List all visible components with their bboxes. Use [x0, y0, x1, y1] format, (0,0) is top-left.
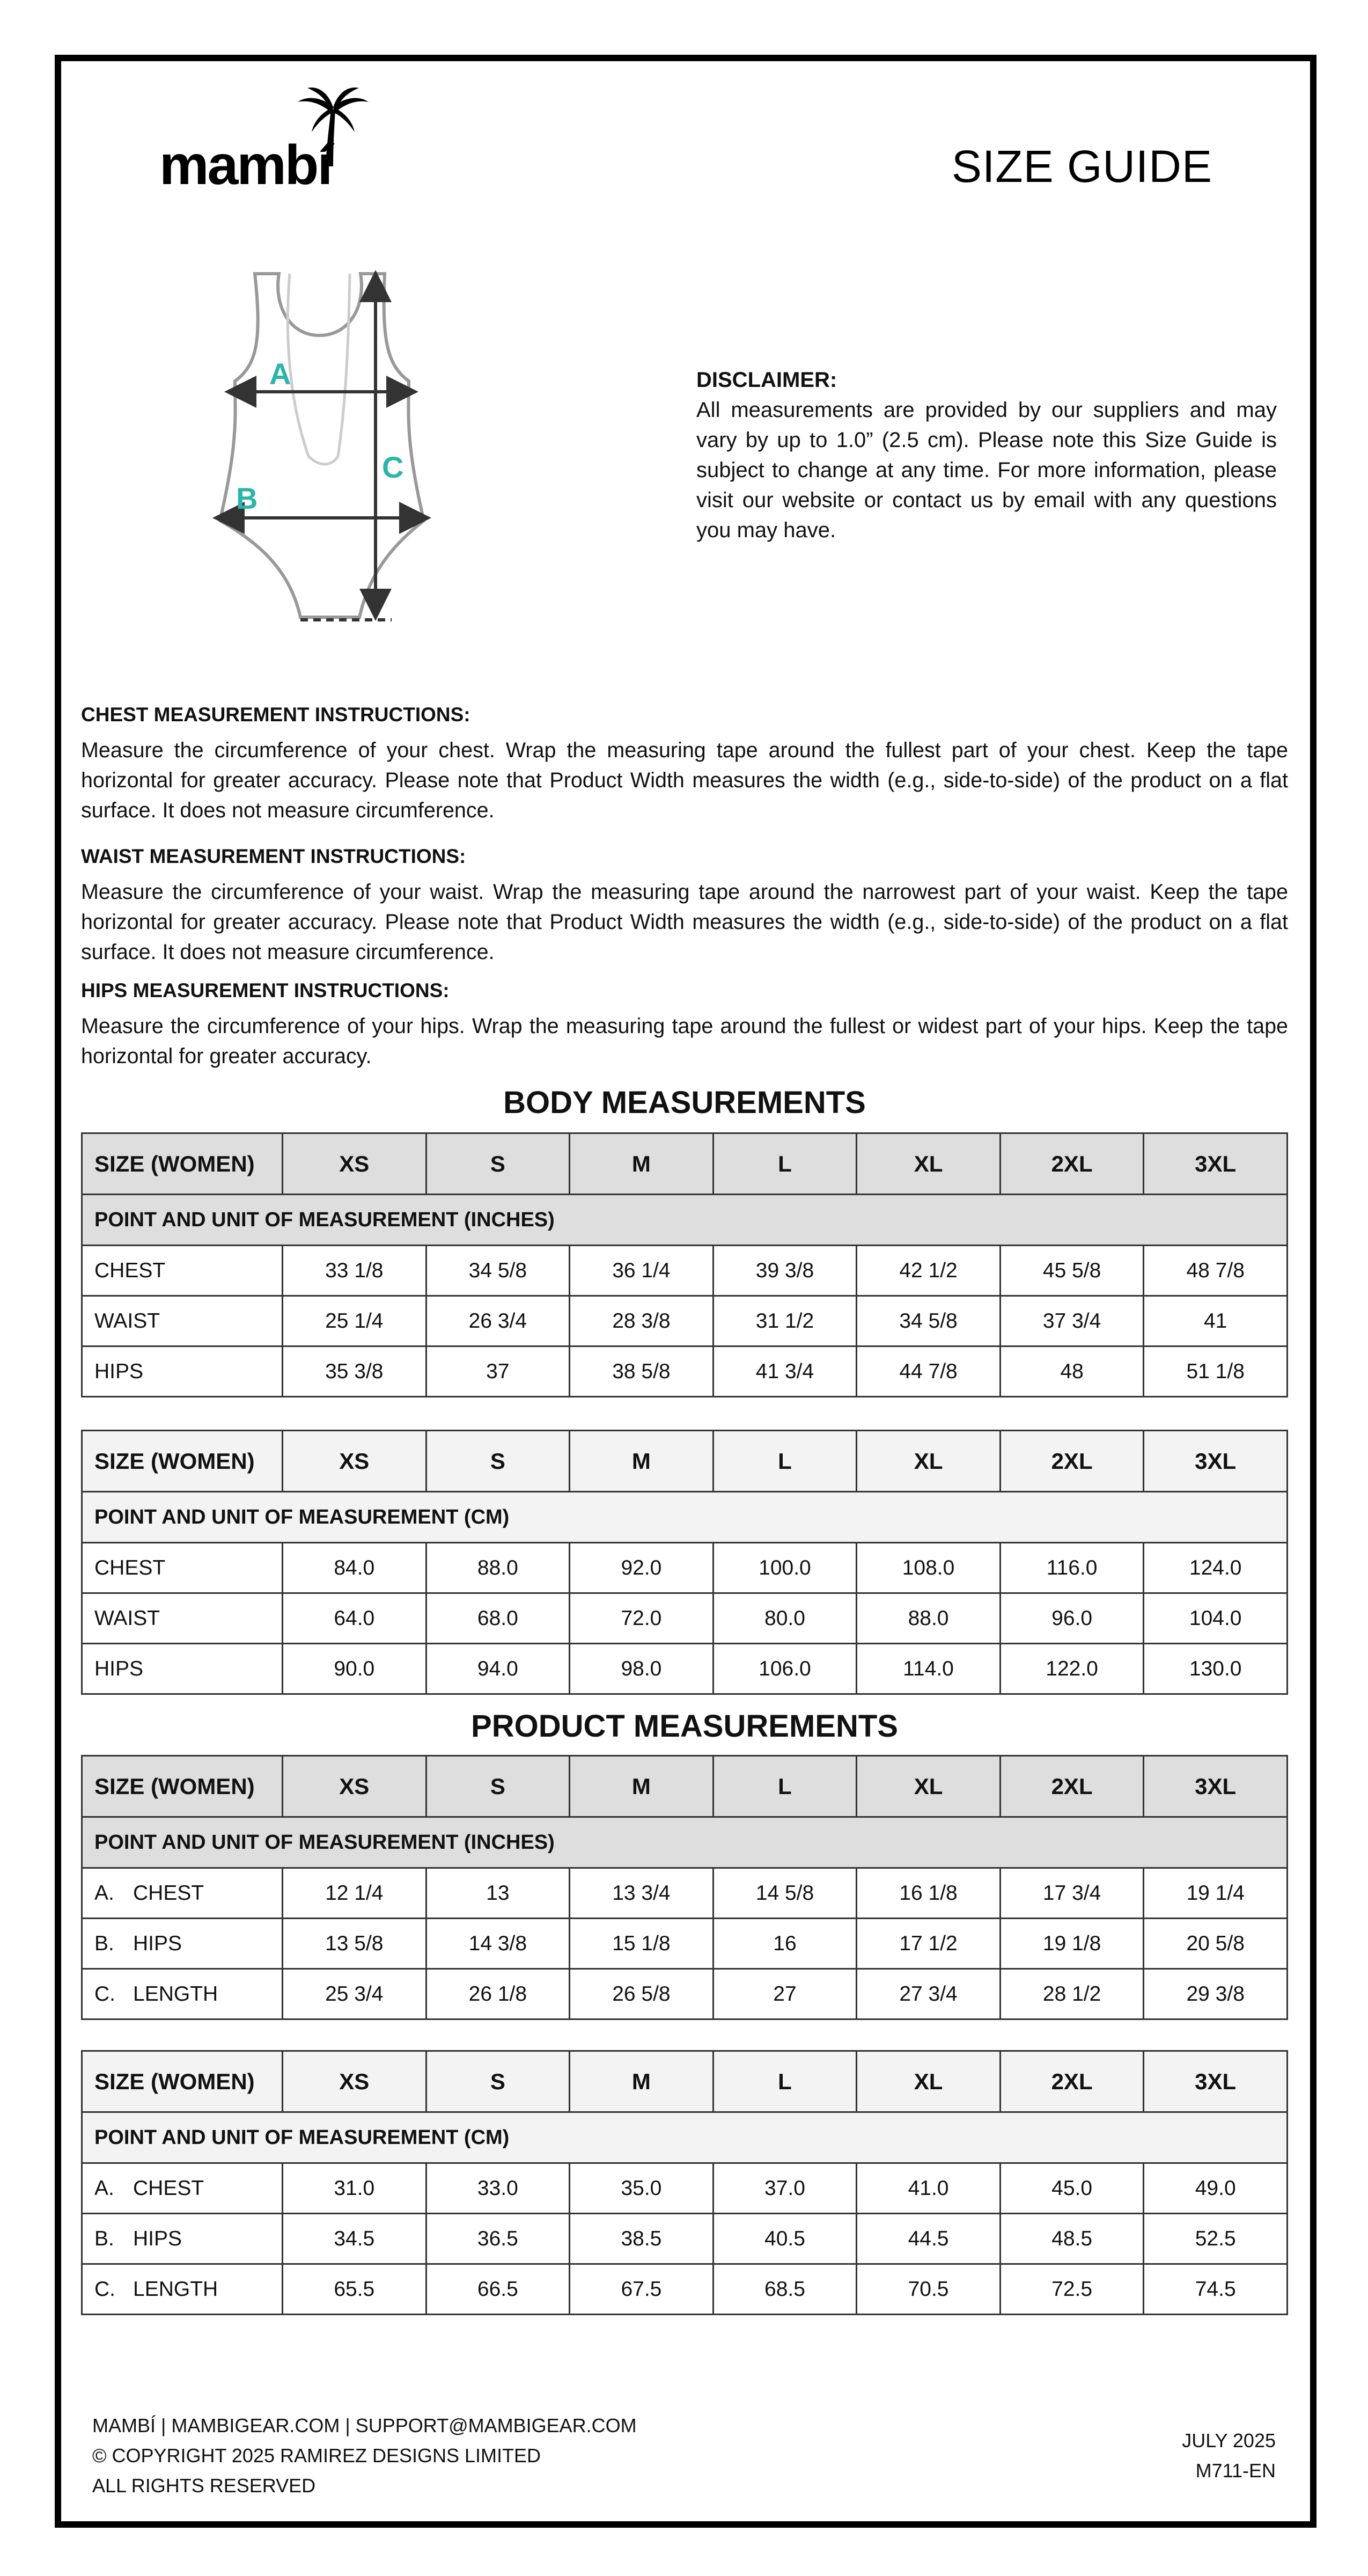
- label-b: B: [236, 481, 258, 515]
- row-label-text: LENGTH: [133, 2277, 218, 2301]
- size-column-header: M: [570, 1133, 714, 1195]
- measurement-cell: 92.0: [570, 1543, 714, 1593]
- row-label: [82, 1593, 283, 1644]
- measurement-cell: 68.5: [713, 2264, 857, 2315]
- measurement-cell: 84.0: [283, 1543, 426, 1593]
- waist-instructions: [81, 843, 1288, 967]
- measurement-cell: 98.0: [570, 1644, 714, 1694]
- footer-code: M711-EN: [1195, 2460, 1276, 2482]
- unit-subheader: POINT AND UNIT OF MEASUREMENT (INCHES): [82, 1195, 1288, 1246]
- row-label: [82, 2214, 283, 2264]
- measurement-cell: 14 5/8: [713, 1868, 857, 1919]
- footer-date: JULY 2025: [1182, 2429, 1276, 2451]
- footer-left: [92, 2411, 637, 2501]
- product-cm-table: [81, 2050, 1288, 2315]
- measurement-cell: 36.5: [426, 2214, 570, 2264]
- row-label-text: CHEST: [133, 2176, 204, 2200]
- measurement-cell: 28 3/8: [570, 1296, 714, 1346]
- chest-instructions: [81, 701, 1288, 825]
- size-column-header: 3XL: [1144, 1431, 1288, 1492]
- measurement-cell: 38.5: [570, 2214, 714, 2264]
- measurement-cell: 29 3/8: [1144, 1969, 1288, 2019]
- measurement-cell: 124.0: [1144, 1543, 1288, 1593]
- table-row: [82, 1969, 1288, 2019]
- measurement-cell: 88.0: [857, 1593, 1001, 1644]
- measurement-cell: 17 1/2: [857, 1919, 1001, 1969]
- row-letter: C.: [94, 2277, 115, 2301]
- row-label-text: WAIST: [94, 1309, 160, 1333]
- row-label: [82, 1346, 283, 1397]
- measurement-cell: 44.5: [857, 2214, 1001, 2264]
- size-header-row: [82, 1431, 1288, 1492]
- row-label: [82, 1919, 283, 1969]
- measurement-cell: 74.5: [1144, 2264, 1288, 2315]
- measurement-cell: 14 3/8: [426, 1919, 570, 1969]
- size-column-header: XS: [283, 1133, 426, 1195]
- measurement-cell: 88.0: [426, 1543, 570, 1593]
- measurement-cell: 70.5: [857, 2264, 1001, 2315]
- row-label: [82, 1868, 283, 1919]
- footer-copyright: © COPYRIGHT 2025 RAMIREZ DESIGNS LIMITED: [92, 2445, 541, 2467]
- chest-instructions-text: Measure the circumference of your chest. Wrap the measuring tape around the fullest part of your chest. Keep the tape horizontal for greater accuracy. Please note that Product Width measures the width (e.g., side-to-side) of the product on a flat surface. It does not measure circumference.: [81, 738, 1288, 822]
- measurement-cell: 42 1/2: [857, 1246, 1001, 1296]
- size-column-header: 2XL: [1000, 1133, 1144, 1195]
- table-row: [82, 1296, 1288, 1346]
- size-header-label: SIZE (WOMEN): [82, 2051, 283, 2112]
- measurement-cell: 17 3/4: [1000, 1868, 1144, 1919]
- measurement-cell: 72.0: [570, 1593, 714, 1644]
- row-label: [82, 2163, 283, 2214]
- waist-instructions-text: Measure the circumference of your waist. Wrap the measuring tape around the narrowest part of your waist. Keep the tape horizontal for greater accuracy. Please note that Product Width measures the width (e.g., side-to-side) of the product on a flat surface. It does not measure circumference.: [81, 880, 1288, 964]
- measurement-cell: 16 1/8: [857, 1868, 1001, 1919]
- row-label-text: LENGTH: [133, 1982, 218, 2006]
- measurement-cell: 51 1/8: [1144, 1346, 1288, 1397]
- size-column-header: XL: [857, 2051, 1001, 2112]
- row-label-text: HIPS: [133, 2227, 182, 2250]
- size-column-header: 3XL: [1144, 1133, 1288, 1195]
- measurement-cell: 31.0: [283, 2163, 426, 2214]
- measurement-cell: 41 3/4: [713, 1346, 857, 1397]
- size-column-header: XS: [283, 2051, 426, 2112]
- label-c: C: [382, 450, 404, 484]
- measurement-cell: 37: [426, 1346, 570, 1397]
- body-inches-table: [81, 1132, 1288, 1397]
- measurement-cell: 41: [1144, 1296, 1288, 1346]
- swimsuit-outline: [220, 274, 424, 617]
- unit-subheader-row: [82, 1817, 1288, 1868]
- size-column-header: L: [713, 1756, 857, 1817]
- measurement-cell: 49.0: [1144, 2163, 1288, 2214]
- size-header-label: SIZE (WOMEN): [82, 1431, 283, 1492]
- measurement-cell: 28 1/2: [1000, 1969, 1144, 2019]
- measurement-cell: 15 1/8: [570, 1919, 714, 1969]
- waist-instructions-heading: WAIST MEASUREMENT INSTRUCTIONS:: [81, 845, 466, 867]
- row-letter: C.: [94, 1982, 115, 2006]
- page-title: SIZE GUIDE: [951, 141, 1212, 192]
- row-label: [82, 2264, 283, 2315]
- table-row: [82, 1346, 1288, 1397]
- table-row: [82, 1644, 1288, 1694]
- measurement-cell: 39 3/8: [713, 1246, 857, 1296]
- measurement-cell: 44 7/8: [857, 1346, 1001, 1397]
- unit-subheader-row: [82, 1492, 1288, 1543]
- table-row: [82, 1246, 1288, 1296]
- row-label-text: HIPS: [133, 1931, 182, 1955]
- measurement-cell: 13 3/4: [570, 1868, 714, 1919]
- size-column-header: XL: [857, 1431, 1001, 1492]
- table-row: [82, 1593, 1288, 1644]
- size-header-row: [82, 1756, 1288, 1817]
- measurement-cell: 34.5: [283, 2214, 426, 2264]
- measurement-cell: 31 1/2: [713, 1296, 857, 1346]
- measurement-cell: 36 1/4: [570, 1246, 714, 1296]
- row-label-text: HIPS: [94, 1359, 144, 1383]
- measurement-cell: 48: [1000, 1346, 1144, 1397]
- label-a: A: [269, 357, 291, 391]
- hips-instructions-text: Measure the circumference of your hips. Wrap the measuring tape around the fullest or widest part of your hips. Keep the tape horizontal for greater accuracy.: [81, 1014, 1288, 1068]
- measurement-cell: 19 1/4: [1144, 1868, 1288, 1919]
- size-column-header: S: [426, 1133, 570, 1195]
- back-strap: [288, 274, 350, 464]
- row-letter: B.: [94, 2227, 114, 2250]
- disclaimer-text: All measurements are provided by our suppliers and may vary by up to 1.0” (2.5 cm). Please note this Size Guide is subject to change at any time. For more information, please visit our website or contact us by email with any questions you may have.: [696, 398, 1277, 542]
- measurement-cell: 33 1/8: [283, 1246, 426, 1296]
- row-label-text: CHEST: [94, 1556, 166, 1579]
- measurement-cell: 35.0: [570, 2163, 714, 2214]
- size-header-row: [82, 1133, 1288, 1195]
- measurement-cell: 90.0: [283, 1644, 426, 1694]
- table-row: [82, 1543, 1288, 1593]
- size-column-header: S: [426, 2051, 570, 2112]
- row-letter: B.: [94, 1931, 114, 1955]
- product-inches-table: [81, 1755, 1288, 2020]
- measurement-cell: 67.5: [570, 2264, 714, 2315]
- footer-contact: MAMBÍ | MAMBIGEAR.COM | SUPPORT@MAMBIGEAR.COM: [92, 2414, 637, 2436]
- row-label-text: HIPS: [94, 1657, 144, 1680]
- measurement-cell: 108.0: [857, 1543, 1001, 1593]
- measurement-cell: 26 1/8: [426, 1969, 570, 2019]
- body-cm-table: [81, 1430, 1288, 1695]
- size-column-header: S: [426, 1431, 570, 1492]
- measurement-cell: 27 3/4: [857, 1969, 1001, 2019]
- brand-logo: [159, 86, 379, 196]
- measurement-cell: 48 7/8: [1144, 1246, 1288, 1296]
- unit-subheader: POINT AND UNIT OF MEASUREMENT (INCHES): [82, 1817, 1288, 1868]
- measurement-cell: 122.0: [1000, 1644, 1144, 1694]
- product-measurements-title: PRODUCT MEASUREMENTS: [471, 1709, 898, 1744]
- row-label: [82, 1296, 283, 1346]
- row-letter: A.: [94, 2176, 114, 2200]
- size-column-header: M: [570, 2051, 714, 2112]
- row-label-text: CHEST: [94, 1258, 166, 1282]
- size-column-header: L: [713, 1133, 857, 1195]
- row-label-text: CHEST: [133, 1881, 204, 1905]
- row-letter: A.: [94, 1881, 114, 1905]
- body-measurements-title: BODY MEASUREMENTS: [503, 1085, 866, 1120]
- size-header-label: SIZE (WOMEN): [82, 1756, 283, 1817]
- table-row: [82, 2163, 1288, 2214]
- measurement-cell: 94.0: [426, 1644, 570, 1694]
- hips-instructions: [81, 977, 1288, 1071]
- measurement-cell: 68.0: [426, 1593, 570, 1644]
- size-column-header: XL: [857, 1756, 1001, 1817]
- brand-name: mambí: [159, 134, 332, 196]
- measurement-cell: 27: [713, 1969, 857, 2019]
- unit-subheader-row: [82, 2112, 1288, 2163]
- measurement-cell: 72.5: [1000, 2264, 1144, 2315]
- measurement-cell: 41.0: [857, 2163, 1001, 2214]
- measurement-cell: 37 3/4: [1000, 1296, 1144, 1346]
- measurement-cell: 13: [426, 1868, 570, 1919]
- measurement-cell: 20 5/8: [1144, 1919, 1288, 1969]
- table-row: [82, 2214, 1288, 2264]
- row-label: [82, 1969, 283, 2019]
- size-column-header: 3XL: [1144, 1756, 1288, 1817]
- unit-subheader: POINT AND UNIT OF MEASUREMENT (CM): [82, 2112, 1288, 2163]
- hips-instructions-heading: HIPS MEASUREMENT INSTRUCTIONS:: [81, 979, 450, 1001]
- unit-subheader: POINT AND UNIT OF MEASUREMENT (CM): [82, 1492, 1288, 1543]
- measurement-cell: 66.5: [426, 2264, 570, 2315]
- measurement-cell: 25 1/4: [283, 1296, 426, 1346]
- row-label: [82, 1246, 283, 1296]
- measurement-cell: 106.0: [713, 1644, 857, 1694]
- size-column-header: 2XL: [1000, 2051, 1144, 2112]
- measurement-cell: 19 1/8: [1000, 1919, 1144, 1969]
- row-label-text: WAIST: [94, 1606, 160, 1630]
- measurement-cell: 26 5/8: [570, 1969, 714, 2019]
- measurement-cell: 25 3/4: [283, 1969, 426, 2019]
- size-header-row: [82, 2051, 1288, 2112]
- measurement-cell: 13 5/8: [283, 1919, 426, 1969]
- measurement-cell: 40.5: [713, 2214, 857, 2264]
- size-column-header: L: [713, 1431, 857, 1492]
- chest-instructions-heading: CHEST MEASUREMENT INSTRUCTIONS:: [81, 704, 470, 726]
- measurement-cell: 45 5/8: [1000, 1246, 1144, 1296]
- measurement-cell: 45.0: [1000, 2163, 1144, 2214]
- measurement-cell: 38 5/8: [570, 1346, 714, 1397]
- disclaimer: [696, 365, 1277, 545]
- measurement-cell: 34 5/8: [426, 1246, 570, 1296]
- measurement-cell: 130.0: [1144, 1644, 1288, 1694]
- size-column-header: XS: [283, 1756, 426, 1817]
- measurement-cell: 37.0: [713, 2163, 857, 2214]
- size-column-header: L: [713, 2051, 857, 2112]
- measurement-cell: 96.0: [1000, 1593, 1144, 1644]
- table-row: [82, 2264, 1288, 2315]
- measurement-cell: 65.5: [283, 2264, 426, 2315]
- size-column-header: XS: [283, 1431, 426, 1492]
- measurement-cell: 116.0: [1000, 1543, 1144, 1593]
- measurement-cell: 80.0: [713, 1593, 857, 1644]
- unit-subheader-row: [82, 1195, 1288, 1246]
- measurement-cell: 33.0: [426, 2163, 570, 2214]
- measurement-cell: 104.0: [1144, 1593, 1288, 1644]
- table-row: [82, 1868, 1288, 1919]
- size-column-header: S: [426, 1756, 570, 1817]
- size-column-header: M: [570, 1756, 714, 1817]
- measurement-cell: 52.5: [1144, 2214, 1288, 2264]
- measurement-cell: 12 1/4: [283, 1868, 426, 1919]
- measurement-cell: 35 3/8: [283, 1346, 426, 1397]
- size-column-header: XL: [857, 1133, 1001, 1195]
- size-column-header: 2XL: [1000, 1431, 1144, 1492]
- measurement-cell: 64.0: [283, 1593, 426, 1644]
- measurement-cell: 100.0: [713, 1543, 857, 1593]
- disclaimer-heading: DISCLAIMER:: [696, 368, 837, 392]
- size-header-label: SIZE (WOMEN): [82, 1133, 283, 1195]
- row-label: [82, 1644, 283, 1694]
- size-column-header: M: [570, 1431, 714, 1492]
- footer-right: [1182, 2426, 1276, 2486]
- measurement-cell: 16: [713, 1919, 857, 1969]
- measurement-cell: 114.0: [857, 1644, 1001, 1694]
- table-row: [82, 1919, 1288, 1969]
- size-column-header: 3XL: [1144, 2051, 1288, 2112]
- swimsuit-diagram: [209, 263, 435, 628]
- measurement-cell: 34 5/8: [857, 1296, 1001, 1346]
- measurement-cell: 48.5: [1000, 2214, 1144, 2264]
- size-column-header: 2XL: [1000, 1756, 1144, 1817]
- footer-rights: ALL RIGHTS RESERVED: [92, 2475, 316, 2497]
- row-label: [82, 1543, 283, 1593]
- measurement-cell: 26 3/4: [426, 1296, 570, 1346]
